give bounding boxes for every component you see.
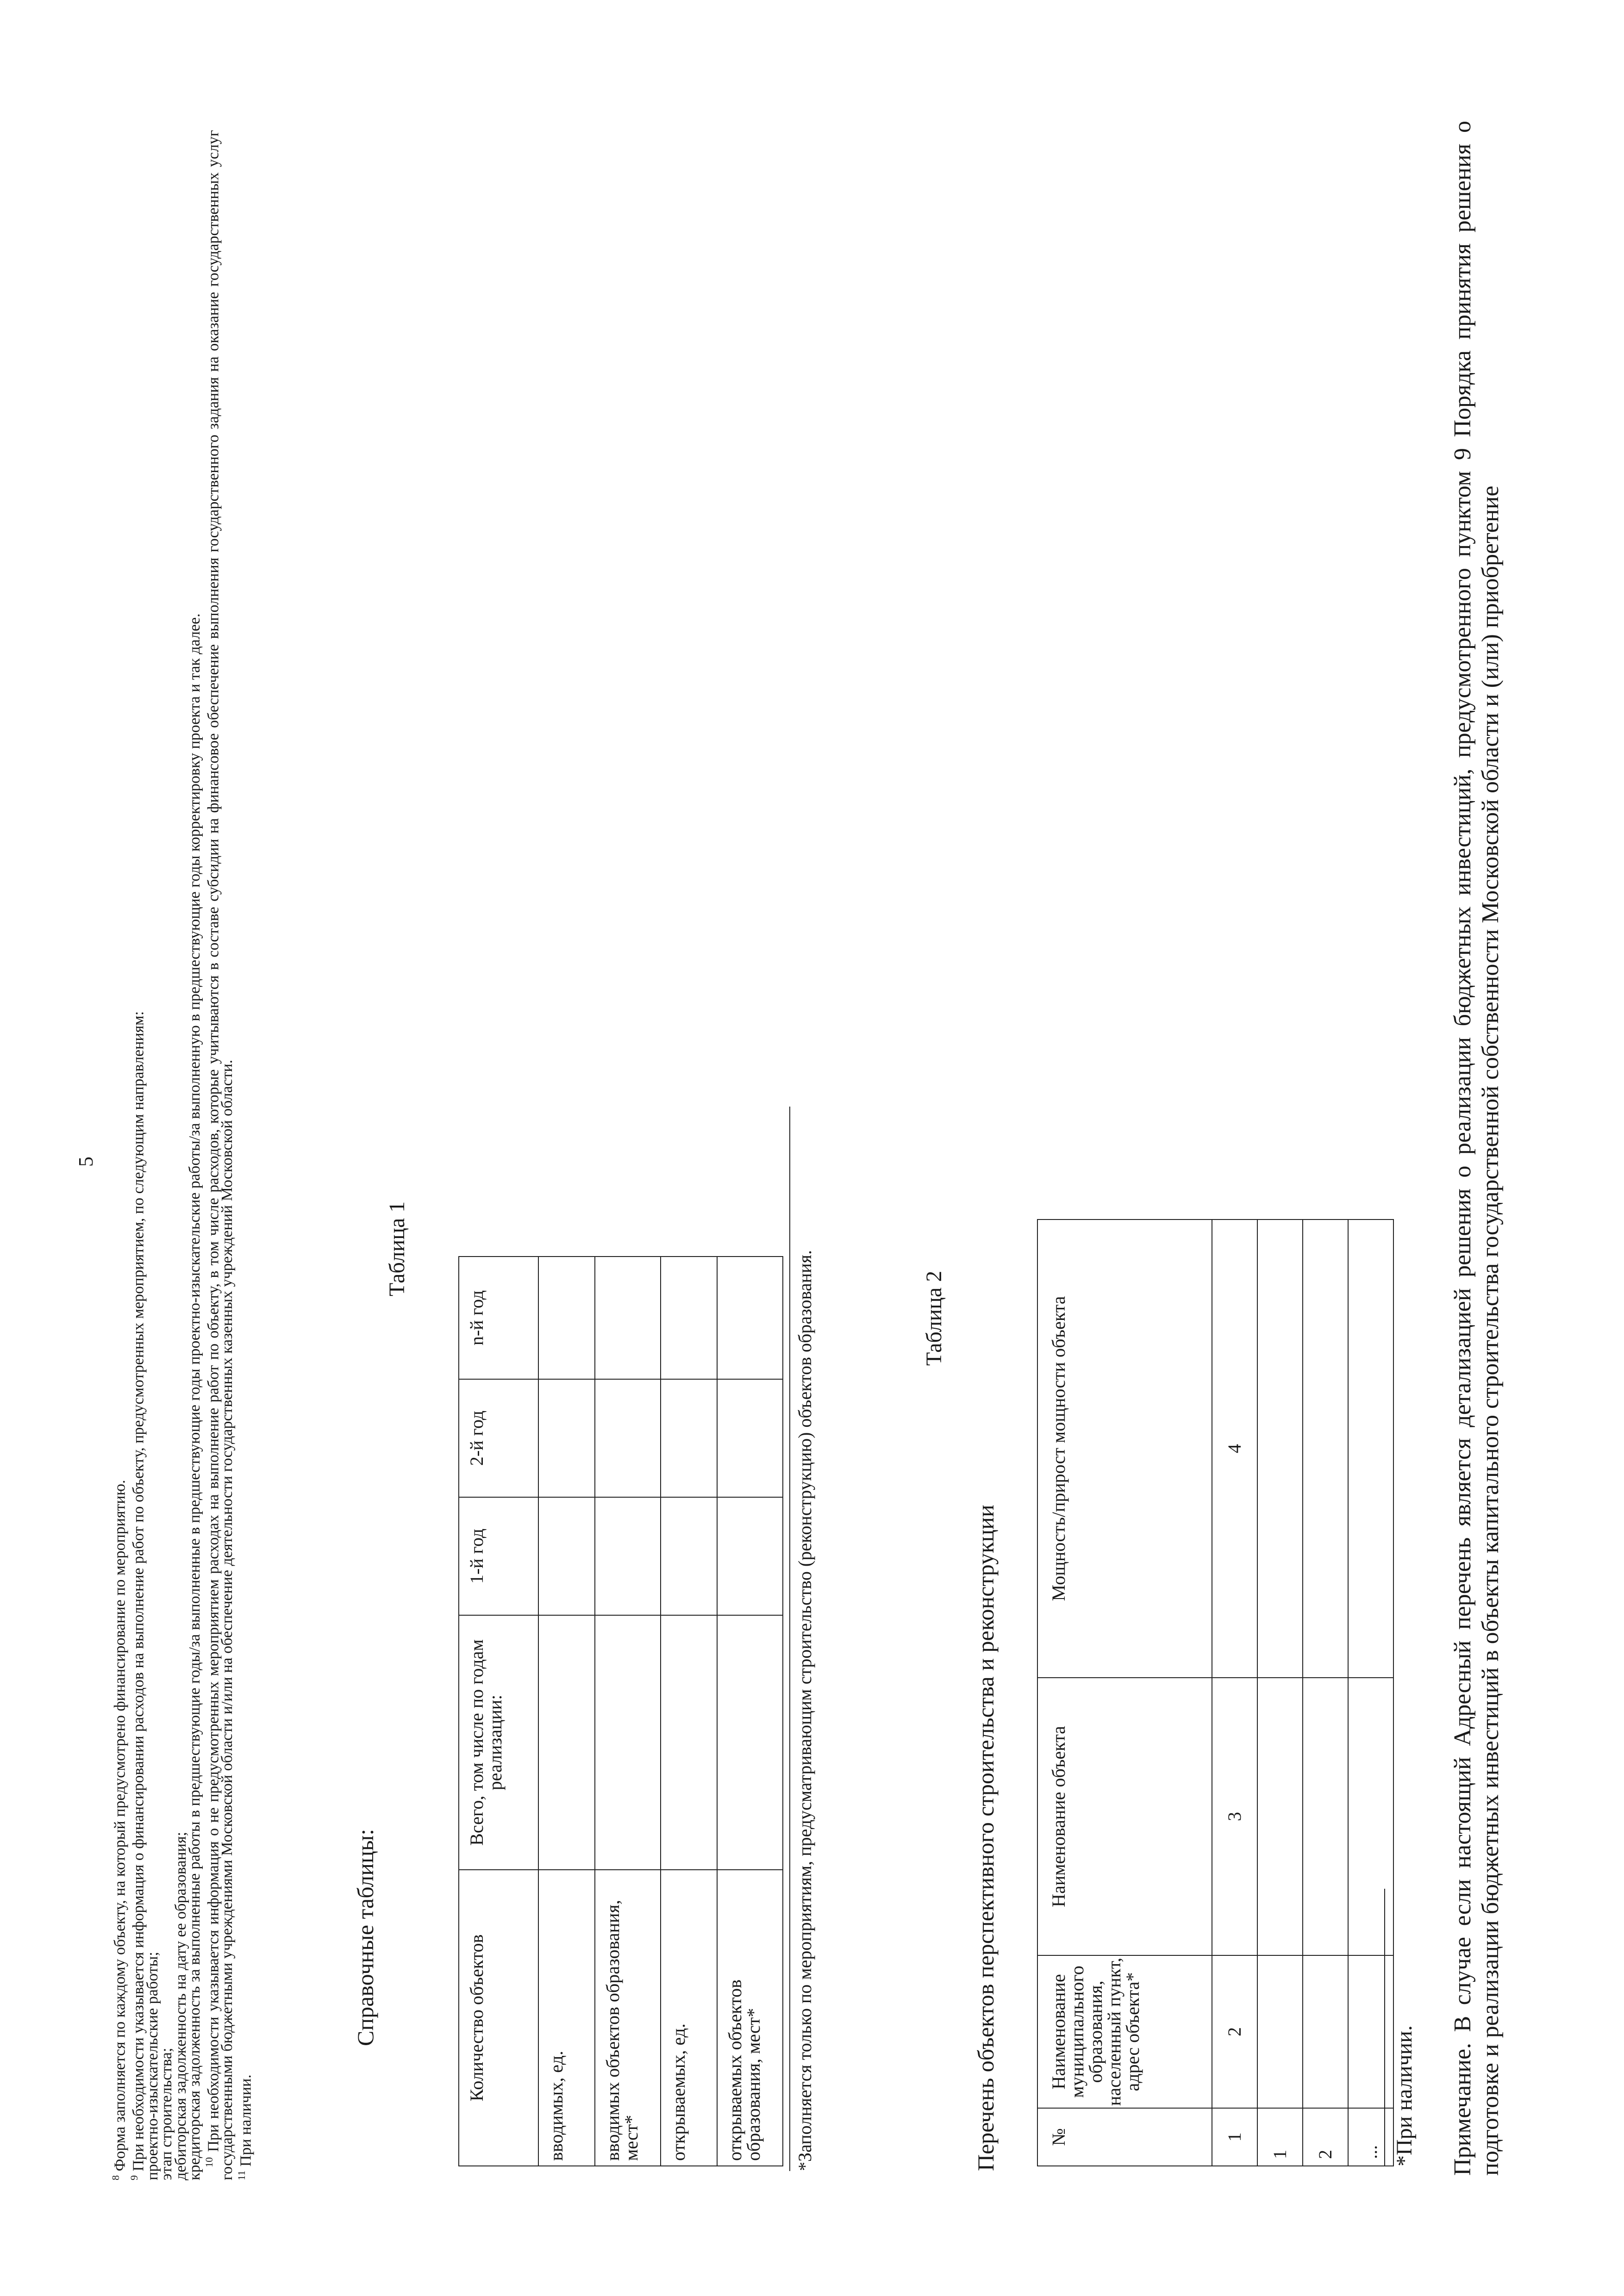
table1-row bbox=[717, 1257, 783, 2166]
footnote-8 bbox=[109, 130, 127, 2180]
footnote-9-item: кредиторская задолженность за выполненные работы в предшествующие годы/за выполненные в предшествующие годы проектно-изыскательские работы/за выполненную в предшествующие годы корректировку проекта и так далее. bbox=[186, 613, 204, 2180]
reference-tables-heading: Справочные таблицы: bbox=[352, 1829, 378, 2046]
table1 bbox=[458, 1256, 783, 2166]
table1-cell bbox=[717, 1257, 783, 1379]
table2-row bbox=[1212, 1220, 1257, 2166]
table2-cell: 1 bbox=[1257, 2108, 1303, 2166]
footnotes bbox=[109, 130, 253, 2180]
table2-cell bbox=[1303, 1220, 1348, 1678]
table2-cell: 1 bbox=[1212, 2108, 1257, 2166]
footnote-8-mark: 8 bbox=[110, 2175, 121, 2180]
table1-cell bbox=[595, 1615, 661, 1870]
table2-header-cell: Наименование муниципального образования, населенный пункт, адрес объекта* bbox=[1037, 1955, 1212, 2108]
table2-row bbox=[1303, 1220, 1348, 2166]
footnote-8-text: Форма заполняется по каждому объекту, на который предусмотрено финансирование по мероприятию. bbox=[111, 1480, 129, 2172]
table1-header-cell: 1-й год bbox=[459, 1497, 538, 1615]
footnote-10 bbox=[202, 130, 235, 2180]
table2-cell: ... bbox=[1348, 2108, 1393, 2166]
table1-row bbox=[595, 1257, 661, 2166]
table2-cell bbox=[1348, 1220, 1393, 1678]
table2-header-cell: Мощность/прирост мощности объекта bbox=[1037, 1220, 1212, 1678]
table1-cell bbox=[595, 1379, 661, 1497]
table1-cell: вводимых объектов образования, мест* bbox=[595, 1870, 661, 2166]
table1-row bbox=[661, 1257, 717, 2166]
table1-cell bbox=[538, 1257, 595, 1379]
footnote-11-text: При наличии. bbox=[237, 2074, 255, 2167]
table1-cell: вводимых, ед. bbox=[538, 1870, 595, 2166]
footnote-9-item: дебиторская задолженность на дату ее образования; bbox=[172, 1832, 189, 2180]
table2-cell: 2 bbox=[1303, 2108, 1348, 2166]
table1-cell: открываемых, ед. bbox=[661, 1870, 717, 2166]
table1-header-cell: Количество объектов bbox=[459, 1870, 538, 2166]
footnote-9 bbox=[127, 130, 146, 2180]
footnote-9-item: этап строительства; bbox=[158, 2047, 175, 2180]
table2-header-cell: № bbox=[1037, 2108, 1212, 2166]
table1-cell bbox=[661, 1497, 717, 1615]
table1-header-cell: n-й год bbox=[459, 1257, 538, 1379]
table1-caption: Таблица 1 bbox=[385, 1201, 409, 1296]
footnote-10-mark: 10 bbox=[203, 2157, 215, 2167]
table2-cell: 3 bbox=[1212, 1678, 1257, 1955]
table2-caption: Таблица 2 bbox=[922, 1270, 946, 1366]
table1-cell bbox=[661, 1615, 717, 1870]
table1-header-cell: 2-й год bbox=[459, 1379, 538, 1497]
table2-header-cell: Наименование объекта bbox=[1037, 1678, 1212, 1955]
table2-row bbox=[1257, 1220, 1303, 2166]
footnote-9-item: проектно-изыскательские работы; bbox=[144, 1952, 161, 2180]
table2-cell bbox=[1303, 1678, 1348, 1955]
table2-cell bbox=[1257, 1220, 1303, 1678]
table1-header-cell: Всего, том числе по годам реализации: bbox=[459, 1615, 538, 1870]
table2-footnote: *При наличии. bbox=[1384, 1889, 1417, 2166]
table1-footnote: *Заполняется только по мероприятиям, предусматривающим строительство (реконструкцию) объектов образования. bbox=[789, 1107, 816, 2171]
table1-cell bbox=[538, 1379, 595, 1497]
table2-cell bbox=[1257, 1678, 1303, 1955]
remark-paragraph: Примечание. В случае если настоящий Адресный перечень является детализацией решения о реализации бюджетных инвестиций, предусмотренного пунктом 9 Порядка принятия решения о подготовке и реализации бюджетных инвестиций в объекты капитального строительства государственной собственности Московской области и (или) приобретение bbox=[1449, 121, 1504, 2176]
table1-cell bbox=[538, 1497, 595, 1615]
table1-cell bbox=[717, 1497, 783, 1615]
footnote-9-text: При необходимости указывается информация о финансировании расходов на выполнение работ по объекту, предусмотренных мероприятием, по следующим направлениям: bbox=[130, 1011, 147, 2172]
table2-header-row bbox=[1037, 1220, 1212, 2166]
table1-cell: открываемых объектов образования, мест* bbox=[717, 1870, 783, 2166]
table1-cell bbox=[538, 1615, 595, 1870]
footnote-9-mark: 9 bbox=[128, 2175, 140, 2180]
table2 bbox=[1037, 1219, 1394, 2166]
table2-cell: 2 bbox=[1212, 1955, 1257, 2108]
table1-row bbox=[538, 1257, 595, 2166]
table2-cell: 4 bbox=[1212, 1220, 1257, 1678]
table1-cell bbox=[595, 1497, 661, 1615]
footnote-11 bbox=[235, 130, 253, 2180]
page-number: 5 bbox=[75, 1157, 97, 1167]
table1-cell bbox=[717, 1615, 783, 1870]
table1-cell bbox=[661, 1379, 717, 1497]
table1-cell bbox=[717, 1379, 783, 1497]
footnote-10-text: При необходимости указывается информация о не предусмотренных мероприятием расходах на выполнение работ по объекту, в том числе расходов, которые учитываются в составе субсидии на финансовое обеспечение выполнения государственного задания на оказание государственных услуг государственными бюджетными учреждениями Московской области и/или на обеспечение деятельности государственных казенных учреждений Московской области. bbox=[204, 130, 236, 2180]
table1-header-row bbox=[459, 1257, 538, 2166]
table2-title: Перечень объектов перспективного строительства и реконструкции bbox=[973, 1505, 999, 2171]
table1-cell bbox=[595, 1257, 661, 1379]
footnote-11-mark: 11 bbox=[235, 2170, 247, 2180]
table2-cell bbox=[1303, 1955, 1348, 2108]
table2-cell bbox=[1257, 1955, 1303, 2108]
table1-cell bbox=[661, 1257, 717, 1379]
